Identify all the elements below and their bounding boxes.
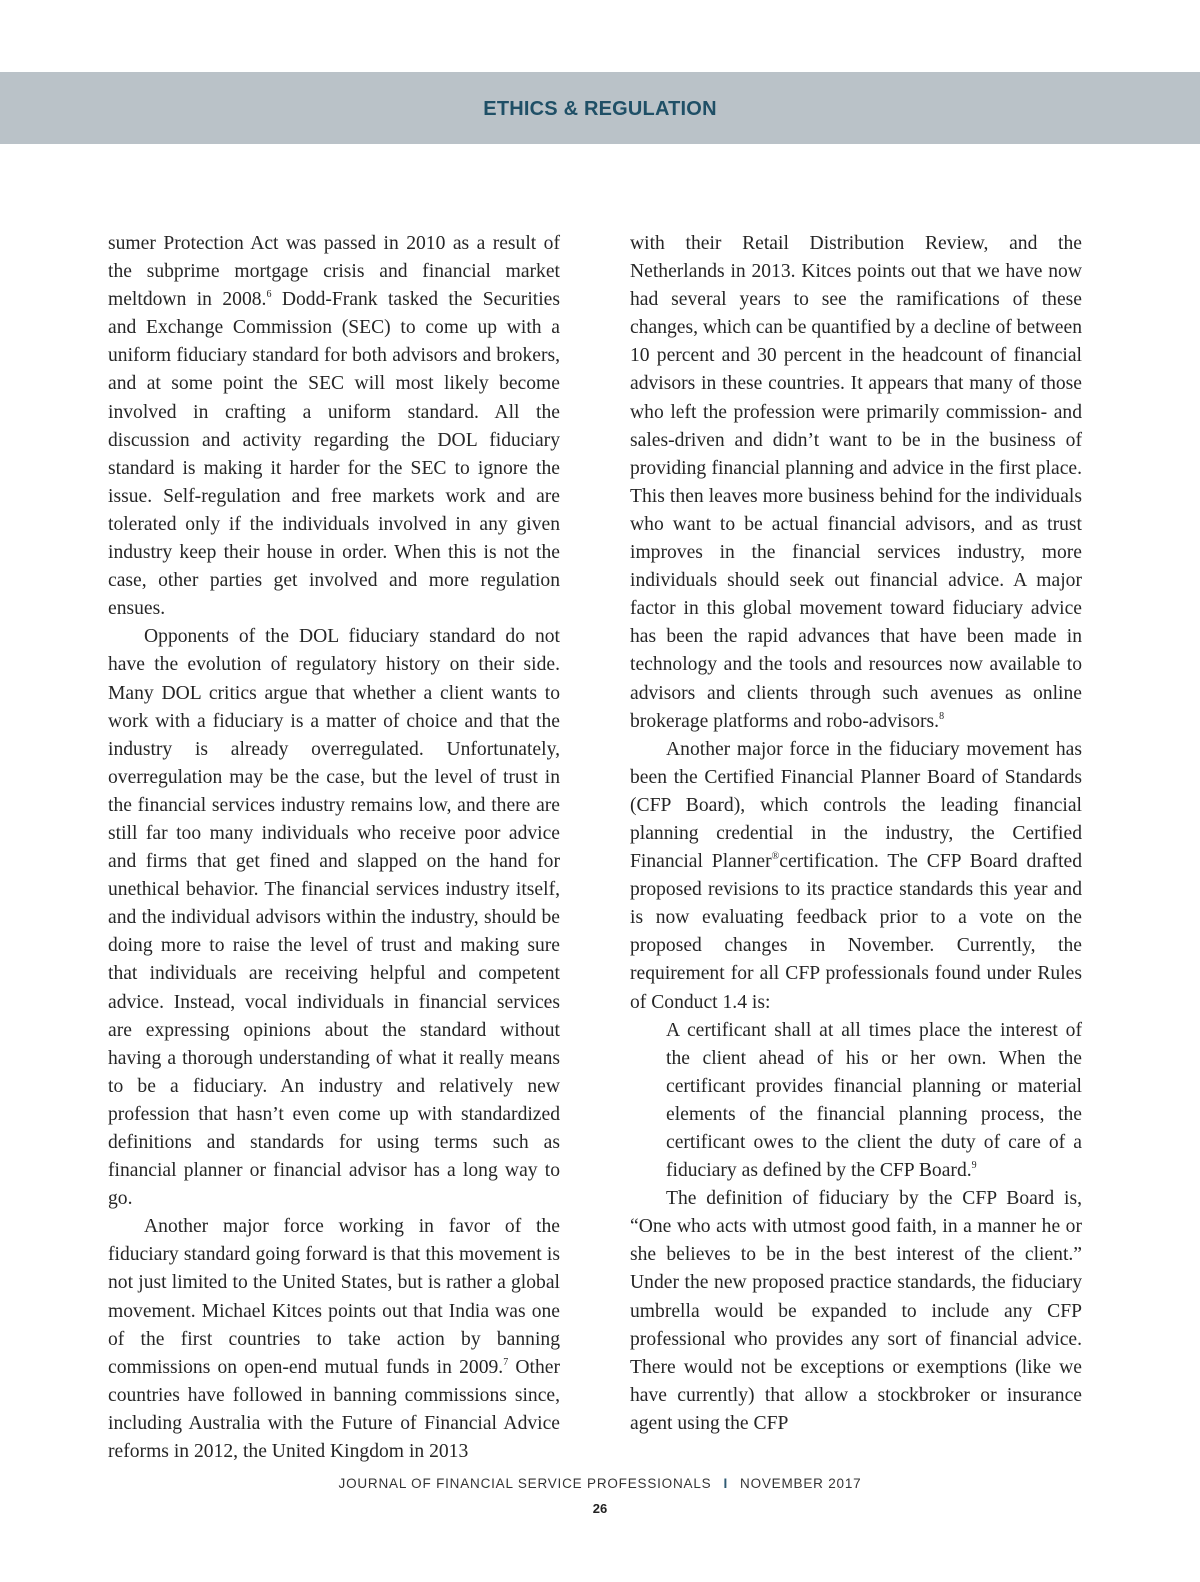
paragraph [630,230,1082,736]
quote-text: A certificant shall at all times place the interest of the client ahead of his or her own. When the certificant provides financial planning or material elements of the financial planning process, the certificant owes to the client the duty of care of a fiduciary as defined by the CFP Board. [666,1019,1082,1182]
block-quote [666,1017,1082,1186]
page-number: 26 [592,1501,608,1516]
footer [0,1476,1200,1491]
paragraph-text: certification. The CFP Board drafted proposed revisions to its practice standards this year and is now evaluating feedback prior to a vote on the proposed changes in November. Currently, the requirement for all CFP professionals found under Rules of Conduct 1.4 is: [630,851,1083,1013]
paragraph: The definition of fiduciary by the CFP Board is, “One who acts with utmost good faith, in a manner he or she believes to be in the best interest of the client.” Under the new proposed practice standards, the fiduciary umbrella would be expanded to include any CFP professional who provides any sort of financial advice. There would not be exceptions or exemptions (like we have currently) that allow a stockbroker or insurance agent using the CFP [630,1188,1082,1434]
paragraph-text: Other countries have followed in banning commissions since, including Australia with the Future of Financial Advice reforms in 2012, the United Kingdom in 2013 [108,1356,560,1463]
paragraph-text: Another major force working in favor of the fiduciary standard going forward is that this movement is not just limited to the United States, but is rather a global movement. Michael Kitces points out that India was one of the first countries to take action by banning commissions on open-end mutual funds in 2009. [108,1216,560,1378]
paragraph-text: Another major force in the fiduciary movement has been the Certified Financial Planner Board of Standards (CFP Board), which controls the leading financial planning credential in the industry, the Certified Financial Planner [630,738,1082,873]
paragraph [108,1213,560,1466]
journal-name: JOURNAL OF FINANCIAL SERVICE PROFESSIONALS [338,1476,712,1491]
issue-date: NOVEMBER 2017 [740,1476,862,1491]
paragraph-text: Dodd-Frank tasked the Securities and Exchange Commission (SEC) to come up with a uniform fiduciary standard for both advisors and brokers, and at some point the SEC will most likely become involved in crafting a uniform standard. All the discussion and activity regarding the DOL fiduciary standard is making it harder for the SEC to ignore the issue. Self-regulation and free markets work and are tolerated only if the individuals involved in any given industry keep their house in order. When this is not the case, other parties get involved and more regulation ensues. [108,289,560,620]
right-column [630,230,1082,1438]
footnote-ref: 8 [939,710,945,722]
paragraph: Opponents of the DOL fiduciary standard do not have the evolution of regulatory history on their side. Many DOL critics argue that whether a client wants to work with a fiduciary is a matter of choice and that the industry is already overregulated. Unfortunately, overregulation may be the case, but the level of trust in the financial services industry remains low, and there are still far too many individuals who receive poor advice and firms that get fined and slapped on the hand for unethical behavior. The financial services industry itself, and the individual advisors within the industry, should be doing more to raise the level of trust and making sure that individuals are receiving helpful and competent advice. Instead, vocal individuals in financial services are expressing opinions about the standard without having a thorough understanding of what it really means to be a fiduciary. An industry and relatively new profession that hasn’t even come up with standardized definitions and standards for using terms such as financial planner or financial advisor has a long way to go. [108,626,560,1210]
paragraph [108,230,560,623]
footnote-ref: 7 [503,1356,509,1368]
paragraph-text: with their Retail Distribution Review, and the Netherlands in 2013. Kitces points out that we have now had several years to see the ramifications of these changes, which can be quantified by a decline of between 10 percent and 30 percent in the headcount of financial advisors in these countries. It appears that many of those who left the profession were primarily commission- and sales-driven and didn’t want to be in the business of providing financial planning and advice in the first place. This then leaves more business behind for the individuals who want to be actual financial advisors, and as trust improves in the financial services industry, more individuals should seek out financial advice. A major factor in this global movement toward fiduciary advice has been the rapid advances that have been made in technology and the tools and resources now available to advisors and clients through such avenues as online brokerage platforms and robo-advisors. [630,233,1082,732]
registered-mark: ® [771,851,780,863]
left-column [108,230,560,1466]
paragraph-text: sumer Protection Act was passed in 2010 as a result of the subprime mortgage crisis and financial market meltdown in 2008. [108,233,560,311]
footnote-ref: 6 [266,289,272,301]
paragraph [630,736,1082,1017]
section-title: ETHICS & REGULATION [483,98,717,120]
footnote-ref: 9 [971,1160,977,1172]
footer-separator: I [723,1476,729,1491]
